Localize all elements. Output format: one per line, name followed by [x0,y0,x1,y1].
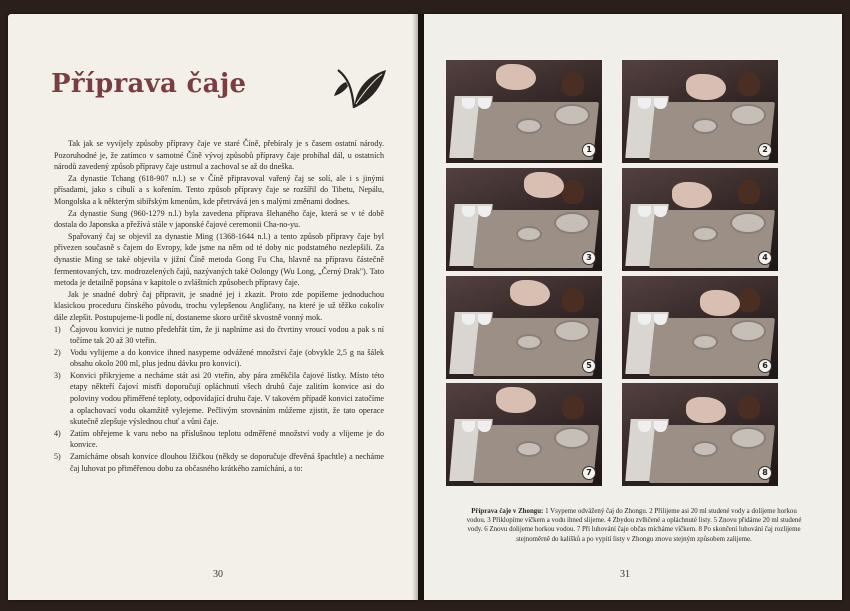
list-item: 5) Zamícháme obsah konvice dlouhou lžičkou (někdy se doporučuje dřevěná špachtle) a necháme čaj luhovat po přiměřenou dobu za občasného krátkého zamíchání, a to: [54,452,384,473]
caption-heading: Příprava čaje v Zhongu: [471,508,544,515]
photo-number-badge: 7 [582,466,596,480]
left-page [8,14,418,600]
paragraph: Jak je snadné dobrý čaj připravit, je snadné jej i zkazit. Proto zde popíšeme jednoduchou klasickou proceduru čínského původu, trochu vylepšenou Angličany, na které je už těžko cokoliv dále zlepšit. Postupujeme-li podle ní, dostaneme skoro určitě skvostně vonný mok. [54,289,384,322]
steps-list [54,324,384,475]
list-item: 2) Vodu vylijeme a do konvice ihned nasypeme odvážené množství čaje (obvykle 2,5 g na šálek obsahu okolo 200 ml, plus jednu dávku pro konvici). [54,347,384,369]
page-number: 31 [620,569,630,580]
step-photo [622,168,778,271]
photo-caption [464,507,804,544]
photo-number-badge: 6 [758,359,772,373]
photo-number-badge: 3 [582,251,596,265]
step-photo [622,276,778,379]
photo-number-badge: 5 [582,359,596,373]
photo-number-badge: 2 [758,143,772,157]
step-photo [446,276,602,379]
step-photo [446,168,602,271]
step-photo [446,383,602,486]
caption-text: 1 Vsypeme odvážený čaj do Zhongu. 2 Přilijeme asi 20 ml studené vody a dolijeme horkou vodou. 3 Přiklopíme víčkem a vodu ihned slijeme. 4 Zbydou zvlhčené a opláchnuté listy. 5 Znovu přidáme 20 ml studené vody. 6 Znovu dolijeme horkou vodou. 7 Při luhování čaje občas mícháme víčkem. 8 Po skončení luhování čaj rozlijeme stejnoměrně do kalíšků a po vypití listy v Zhongu znovu stejným způsobem zalijeme. [466,508,802,543]
photo-number-badge: 8 [758,466,772,480]
list-item: 4) Zatím ohřejeme k varu nebo na příslušnou teplotu odměřené množství vody a vlijeme je do konvice. [54,428,384,450]
photo-number-badge: 4 [758,251,772,265]
step-photo [622,383,778,486]
paragraph: Tak jak se vyvíjely způsoby přípravy čaje ve staré Číně, přebíraly je s časem ostatní národy. Pozoruhodné je, že zatímco v samotné Číně vývoj způsobů přípravy čaje probíhal dál, u ostatních národů zavedený způsob přípravy čaje ustrnul a zachoval se až do dneška. [54,139,384,172]
step-photo [446,60,602,163]
list-item: 3) Konvici přikryjeme a necháme stát asi 20 vteřin, aby pára změkčila čajové lístky. Místo této etapy někteří čajoví mistři doporučují opláchnutí všech druhů čaje zalitím konvice asi do poloviny vodou přiměřené teploty, odpovídající druhu čaje. V takovém případě konvici zatočíme a oplachovací vodu okamžitě vylejeme. Pečlivým srovnáním můžeme zjistit, že tato operace skutečně zlepšuje výslednou chuť a vůni čaje. [54,370,384,427]
page-number: 30 [213,569,223,580]
tea-leaf-icon [330,64,390,114]
article-body [54,138,384,474]
photo-number-badge: 1 [582,143,596,157]
list-item: 1) Čajovou konvici je nutno předehřát tím, že ji naplníme asi do čtvrtiny vroucí vodou a pak s ní točíme tak 20 až 30 vteřin. [54,324,384,346]
step-photo [622,60,778,163]
paragraph: Spařovaný čaj se objevil za dynastie Ming (1368-1644 n.l.) a tento způsob přípravy čaje byl přivezen současně s čajem do Evropy, kde jsme na něm od té doby nic podstatného nezlepšili. Za dynastie Ming se také objevila v jižní Číně metoda Gong Fu Cha, hlavně na přípravu částečně fermentovaných, tzv. modrozelených čajů, nazývaných také Oolongy (Wu Long, „Černý Drak"). Tato metoda je detailně popsána v kapitole o zvláštních způsobech přípravy čaje. [54,231,384,288]
paragraph: Za dynastie Sung (960-1279 n.l.) byla zavedena příprava šlehaného čaje, která se v té době dostala do Japonska a přežívá stále v japonské čajové ceremonii Cha-no-yu. [54,208,384,230]
right-page [424,14,842,600]
page-title: Příprava čaje [51,69,247,99]
paragraph: Za dynastie Tchang (618-907 n.l.) se v Číně připravoval vařený čaj se solí, ale i s jinými přísadami, jako s cibulí a s kořením. Tento způsob přípravy čaje se rozšířil do Tibetu, Nepálu, Mongolska a k některým sibiřským kmenům, kde přetrvává jen s malými změnami dodnes. [54,173,384,206]
